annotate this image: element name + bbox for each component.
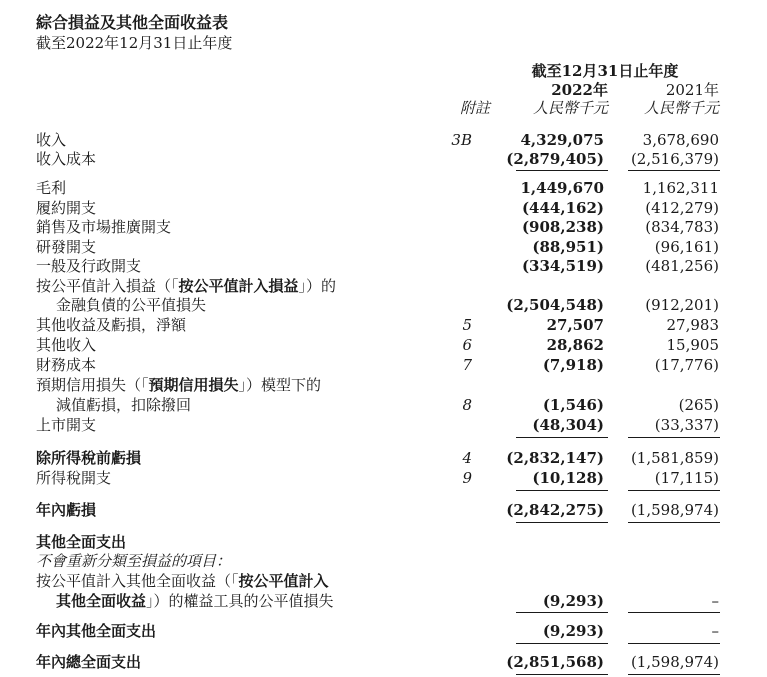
- row-label: 履約開支: [36, 199, 97, 217]
- value-2022: (2,842,275): [506, 501, 604, 519]
- row-loss-before-tax: [0, 448, 767, 468]
- row-fulfilment-expenses: [0, 198, 767, 218]
- value-2021: (17,776): [654, 356, 719, 374]
- row-label: 按公平值計入損益（「按公平值計入損益」）的: [36, 277, 337, 295]
- value-2021: (265): [678, 396, 719, 414]
- value-2021: –: [711, 592, 719, 610]
- value-2022: 4,329,075: [520, 131, 604, 149]
- row-label: 年內總全面支出: [36, 653, 142, 671]
- subtotal-rule-2022: [516, 612, 608, 613]
- row-note: 3B: [451, 131, 472, 149]
- row-revenue: [0, 130, 767, 150]
- value-2022: (1,546): [542, 396, 604, 414]
- value-2021: (412,279): [645, 199, 719, 217]
- total-rule-2021: [628, 522, 720, 523]
- value-2022: (908,238): [521, 218, 604, 236]
- value-2021: (1,581,859): [630, 449, 719, 467]
- row-label: 按公平值計入其他全面收益（「按公平值計入: [36, 572, 329, 590]
- row-admin-expenses: [0, 256, 767, 276]
- row-label: 毛利: [36, 179, 67, 197]
- row-label: 銷售及市場推廣開支: [36, 218, 172, 236]
- total-rule-2021: [628, 674, 720, 675]
- row-fvtoci-heading: [0, 571, 767, 591]
- row-other-gains-losses: [0, 315, 767, 335]
- row-label: 年內虧損: [36, 501, 97, 519]
- subtotal-rule-2021: [628, 643, 720, 644]
- row-label: 減值虧損，扣除撥回: [56, 396, 192, 414]
- row-fvtoci-loss: [0, 591, 767, 611]
- row-note: 4: [462, 449, 472, 467]
- column-unit-2021: 人民幣千元: [643, 99, 719, 117]
- value-2022: (48,304): [532, 416, 604, 434]
- row-income-tax: [0, 468, 767, 488]
- value-2022: (444,162): [521, 199, 604, 217]
- value-2022: 1,449,670: [520, 179, 604, 197]
- value-2022: (334,519): [521, 257, 604, 275]
- row-note: 9: [462, 469, 472, 487]
- row-label: 財務成本: [36, 356, 97, 374]
- row-oce-heading: [0, 532, 767, 552]
- row-label: 除所得稅前虧損: [36, 449, 142, 467]
- statement-period: 截至2022年12月31日止年度: [36, 34, 233, 52]
- row-listing-expenses: [0, 415, 767, 435]
- value-2021: (1,598,974): [630, 653, 719, 671]
- row-impairment-losses: [0, 395, 767, 415]
- value-2022: (2,879,405): [506, 150, 604, 168]
- value-2021: (2,516,379): [630, 150, 719, 168]
- value-2021: –: [711, 622, 719, 640]
- row-label: 其他收益及虧損，淨額: [36, 316, 187, 334]
- total-rule-2022: [516, 522, 608, 523]
- row-label: 不會重新分類至損益的項目：: [36, 552, 232, 570]
- value-2021: (17,115): [654, 469, 719, 487]
- row-other-income: [0, 335, 767, 355]
- row-label: 收入: [36, 131, 67, 149]
- row-label: 研發開支: [36, 238, 97, 256]
- value-2021: 1,162,311: [642, 179, 719, 197]
- row-selling-marketing-expenses: [0, 217, 767, 237]
- value-2022: (2,832,147): [506, 449, 604, 467]
- subtotal-rule-2022: [516, 490, 608, 491]
- row-total-comprehensive-expense: [0, 652, 767, 672]
- row-rd-expenses: [0, 237, 767, 257]
- row-label: 收入成本: [36, 150, 97, 168]
- row-oce-for-year: [0, 621, 767, 641]
- row-label: 其他全面支出: [36, 533, 127, 551]
- row-note: 7: [462, 356, 472, 374]
- statement-title: 綜合損益及其他全面收益表: [36, 13, 229, 32]
- value-2021: (96,161): [654, 238, 719, 256]
- column-year-2021: 2021年: [665, 81, 719, 99]
- row-gross-profit: [0, 178, 767, 198]
- row-finance-costs: [0, 355, 767, 375]
- row-label: 年內其他全面支出: [36, 622, 157, 640]
- row-label: 上市開支: [36, 416, 97, 434]
- value-2021: (481,256): [645, 257, 719, 275]
- row-note: 5: [462, 316, 472, 334]
- value-2022: (9,293): [542, 592, 604, 610]
- value-2022: 27,507: [546, 316, 604, 334]
- subtotal-rule-2022: [516, 170, 608, 171]
- row-label: 金融負債的公平值損失: [56, 296, 207, 314]
- value-2021: 15,905: [666, 336, 719, 354]
- value-2022: (9,293): [542, 622, 604, 640]
- subtotal-rule-2021: [628, 490, 720, 491]
- row-label: 預期信用損失（「預期信用損失」）模型下的: [36, 376, 322, 394]
- row-label: 一般及行政開支: [36, 257, 142, 275]
- value-2022: (2,504,548): [506, 296, 604, 314]
- row-fvtpl-heading: [0, 276, 767, 296]
- row-not-reclassified-heading: [0, 551, 767, 571]
- value-2022: (7,918): [542, 356, 604, 374]
- row-note: 8: [462, 396, 472, 414]
- value-2021: (912,201): [645, 296, 719, 314]
- total-rule-2022: [516, 674, 608, 675]
- column-unit-2022: 人民幣千元: [532, 99, 608, 117]
- row-label: 所得稅開支: [36, 469, 112, 487]
- value-2021: 3,678,690: [642, 131, 719, 149]
- column-year-2022: 2022年: [551, 81, 608, 99]
- value-2021: 27,983: [666, 316, 719, 334]
- row-label: 其他收入: [36, 336, 97, 354]
- row-cost-of-revenue: [0, 149, 767, 169]
- value-2022: (10,128): [532, 469, 604, 487]
- row-loss-for-year: [0, 500, 767, 520]
- value-2022: (2,851,568): [506, 653, 604, 671]
- subtotal-rule-2021: [628, 170, 720, 171]
- subtotal-rule-2022: [516, 437, 608, 438]
- column-period-header: 截至12月31日止年度: [531, 62, 679, 80]
- value-2022: (88,951): [532, 238, 604, 256]
- value-2022: 28,862: [546, 336, 604, 354]
- subtotal-rule-2021: [628, 612, 720, 613]
- row-label: 其他全面收益」）的權益工具的公平值損失: [56, 592, 334, 610]
- value-2021: (33,337): [654, 416, 719, 434]
- value-2021: (834,783): [645, 218, 719, 236]
- row-note: 6: [462, 336, 472, 354]
- row-fvtpl-loss: [0, 295, 767, 315]
- subtotal-rule-2021: [628, 437, 720, 438]
- column-notes-header: 附註: [459, 99, 490, 117]
- row-ecl-heading: [0, 375, 767, 395]
- subtotal-rule-2022: [516, 643, 608, 644]
- value-2021: (1,598,974): [630, 501, 719, 519]
